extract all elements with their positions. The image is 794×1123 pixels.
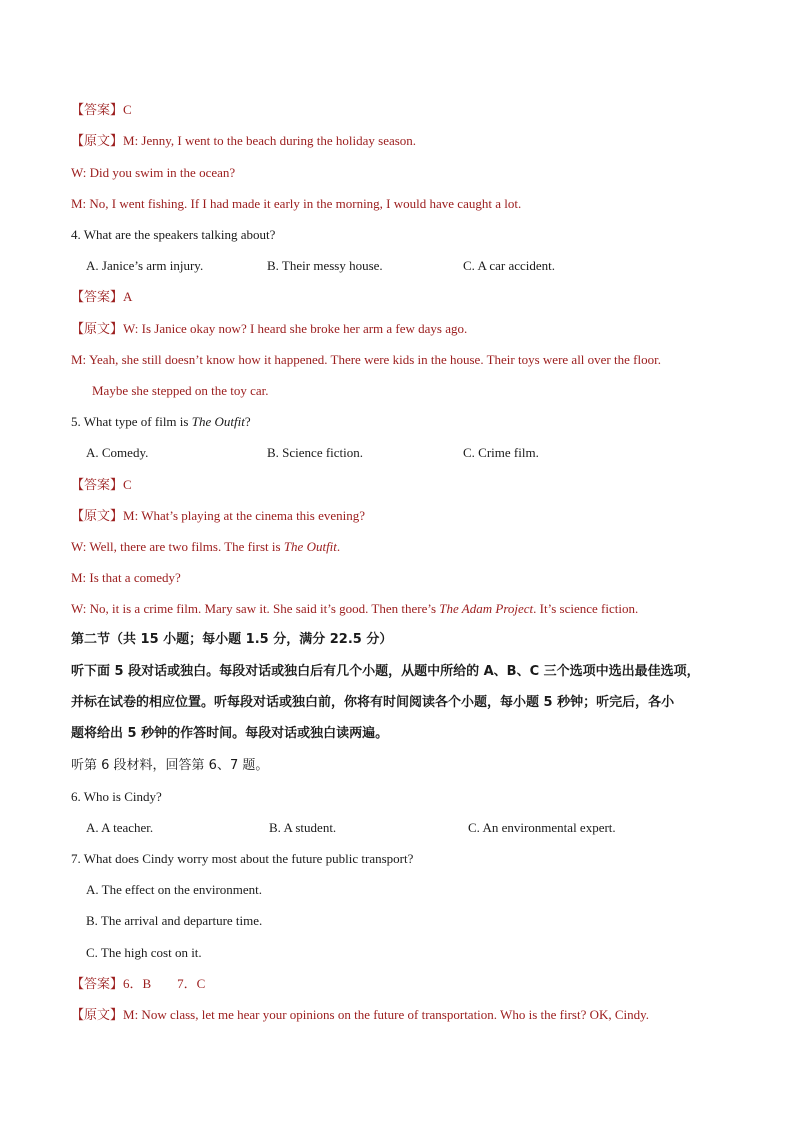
instructions-line: 题将给出 5 秒钟的作答时间。每段对话或独白读两遍。 xyxy=(71,726,389,741)
q6-option-b: B. A student. xyxy=(269,820,337,835)
script-line xyxy=(71,507,365,525)
script-text: W: Well, there are two films. The first is xyxy=(71,539,284,554)
script-line: M: Is that a comedy? xyxy=(71,570,181,585)
q7-option-b: B. The arrival and departure time. xyxy=(86,913,263,928)
script-text: . It’s science fiction. xyxy=(533,601,639,616)
script-line xyxy=(71,600,638,618)
script-text: . xyxy=(336,539,341,554)
script-text: W: No, it is a crime film. Mary saw it. She said it’s good. Then there’s xyxy=(71,601,440,616)
q4-option-b: B. Their messy house. xyxy=(267,258,383,273)
instructions-line: 并标在试卷的相应位置。听每段对话或独白前，你将有时间阅读各个小题，每小题 5 秒钟；听完后，各小 xyxy=(71,695,675,710)
script-line: W: Did you swim in the ocean? xyxy=(71,165,236,180)
q5-option-c: C. Crime film. xyxy=(463,445,539,460)
answer-line-4 xyxy=(71,288,132,306)
answer-tag: 【答案】 xyxy=(71,103,124,118)
answer-tag: 【答案】 xyxy=(71,977,124,992)
script-text: W: Is Janice okay now? I heard she broke her arm a few days ago. xyxy=(123,321,468,336)
question-7: 7. What does Cindy worry most about the future public transport? xyxy=(71,851,414,866)
answer-value: C xyxy=(123,102,132,117)
script-text: M: Now class, let me hear your opinions on the future of transportation. Who is the first? OK, Cindy. xyxy=(123,1007,650,1022)
script-line xyxy=(71,320,467,338)
answer-tag: 【答案】 xyxy=(71,290,124,305)
script-tag: 【原文】 xyxy=(71,509,124,524)
script-line xyxy=(71,538,340,556)
script-text: M: What’s playing at the cinema this evening? xyxy=(123,508,366,523)
question-5 xyxy=(71,413,251,431)
q7-option-a: A. The effect on the environment. xyxy=(86,882,263,897)
film-title: The Outfit xyxy=(283,539,337,554)
q7-option-c: C. The high cost on it. xyxy=(86,945,202,960)
answer-value: C xyxy=(123,477,132,492)
answer-line-5 xyxy=(71,476,132,494)
material-heading: 听第 6 段材料，回答第 6、7 题。 xyxy=(71,758,269,773)
script-tag: 【原文】 xyxy=(71,322,124,337)
q6-option-c: C. An environmental expert. xyxy=(468,820,616,835)
instructions-line: 听下面 5 段对话或独白。每段对话或独白后有几个小题，从题中所给的 A、B、C 三个选项中选出最佳选项， xyxy=(71,664,700,679)
section-heading: 第二节（共 15 小题；每小题 1.5 分，满分 22.5 分） xyxy=(71,632,393,647)
script-line: M: No, I went fishing. If I had made it early in the morning, I would have caught a lot. xyxy=(71,196,522,211)
script-line: M: Yeah, she still doesn’t know how it happened. There were kids in the house. Their toys were all over the floor. xyxy=(71,352,661,367)
answer-line-6-7 xyxy=(71,975,205,993)
answer-tag: 【答案】 xyxy=(71,478,124,493)
q5-option-a: A. Comedy. xyxy=(86,445,149,460)
script-tag: 【原文】 xyxy=(71,134,124,149)
script-line: Maybe she stepped on the toy car. xyxy=(92,383,269,398)
script-text: M: Jenny, I went to the beach during the holiday season. xyxy=(123,133,417,148)
script-line xyxy=(71,132,416,150)
answer-value: A xyxy=(123,289,133,304)
question-6: 6. Who is Cindy? xyxy=(71,789,162,804)
script-line xyxy=(71,1006,649,1024)
q5-option-b: B. Science fiction. xyxy=(267,445,364,460)
q6-option-a: A. A teacher. xyxy=(86,820,154,835)
q4-option-a: A. Janice’s arm injury. xyxy=(86,258,204,273)
question-4: 4. What are the speakers talking about? xyxy=(71,227,276,242)
film-title: The Adam Project xyxy=(439,601,534,616)
question-text: 5. What type of film is xyxy=(71,414,192,429)
film-title: The Outfit xyxy=(191,414,245,429)
answer-line-3 xyxy=(71,101,132,119)
q4-option-c: C. A car accident. xyxy=(463,258,556,273)
script-tag: 【原文】 xyxy=(71,1008,124,1023)
question-text: ? xyxy=(244,414,251,429)
answer-value: 6．B 7．C xyxy=(123,976,206,991)
